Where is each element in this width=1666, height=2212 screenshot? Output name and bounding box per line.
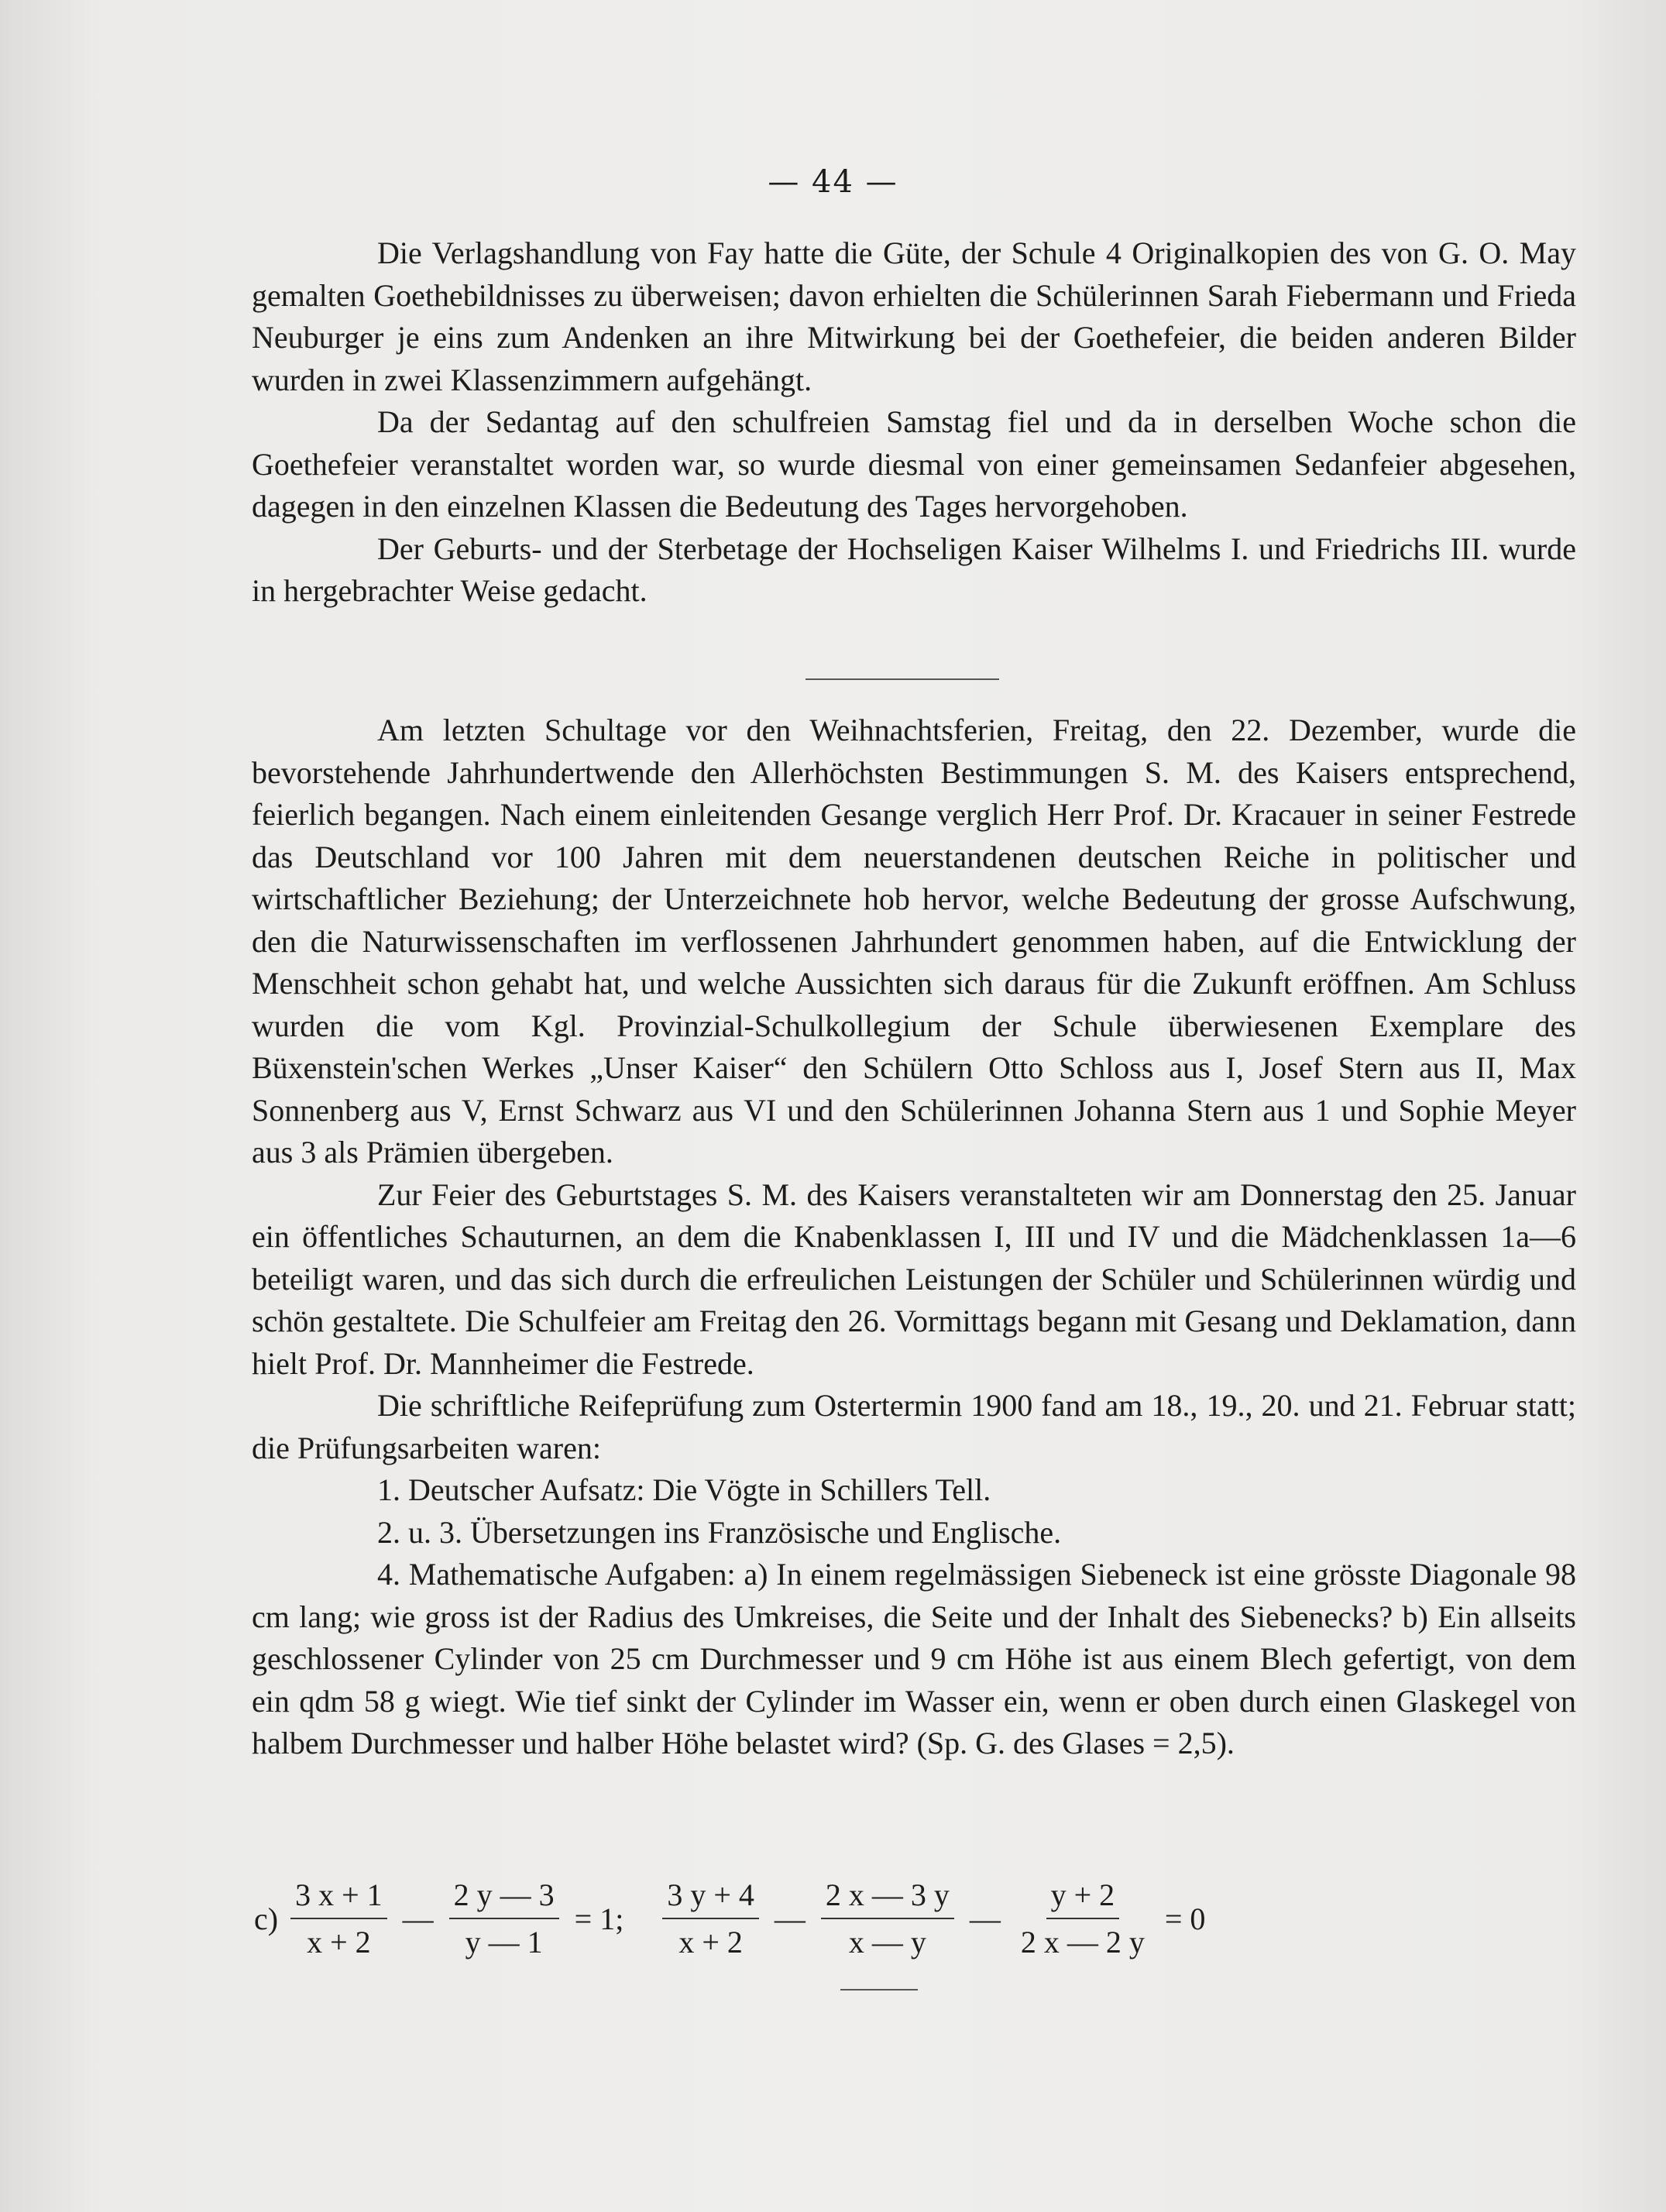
exam-item-uebersetzungen: 2. u. 3. Übersetzungen ins Französische und Englische. [377, 1514, 1062, 1550]
exam-item-deutsch: 1. Deutscher Aufsatz: Die Vögte in Schillers Tell. [377, 1472, 991, 1507]
fraction-numerator: 3 x + 1 [290, 1877, 387, 1919]
fraction-denominator: x — y [848, 1925, 926, 1960]
fraction-numerator: 2 y — 3 [449, 1877, 559, 1919]
equals-sign: = 1; [574, 1901, 624, 1936]
fraction-numerator: y + 2 [1046, 1877, 1120, 1919]
page-number: — 44 — [768, 164, 898, 200]
paragraph-sedantag: Da der Sedantag auf den schulfreien Samstag fiel und da in derselben Woche schon die Goethefeier veranstaltet worden war, so wurde diesmal von einer gemeinsamen Sedanfeier abgesehen, dagegen in den einzelnen Klassen die Bedeutung des Tages hervorgehoben. [252, 404, 1576, 524]
operator: — [402, 1901, 434, 1936]
operator: — [774, 1901, 806, 1936]
fraction-denominator: x + 2 [307, 1925, 371, 1960]
paragraph-kaisergeburtstag: Zur Feier des Geburtstages S. M. des Kaisers veranstalteten wir am Donnerstag den 25. Januar ein öffentliches Schauturnen, an dem die Knabenklassen I, III und IV und die Mädchenklassen 1a—6 beteiligt waren, und das sich durch die erfreulichen Leistungen der Schüler und Schülerinnen würdig und schön gestaltete. Die Schulfeier am Freitag den 26. Vormittags begann mit Gesang und Deklamation, dann hielt Prof. Dr. Mannheimer die Festrede. [252, 1176, 1576, 1381]
fraction [1016, 1877, 1149, 1960]
paragraph-jahrhundertwende: Am letzten Schultage vor den Weihnachtsferien, Freitag, den 22. Dezember, wurde die bevorstehende Jahrhundertwende den Allerhöchsten Bestimmungen S. M. des Kaisers entsprechend, feierlich begangen. Nach einem einleitenden Gesange verglich Herr Prof. Dr. Kracauer in seiner Festrede das Deutschland vor 100 Jahren mit dem neuerstandenen deutschen Reiche in politischer und wirtschaftlicher Beziehung; der Unterzeichnete hob hervor, welche Bedeutung der grosse Aufschwung, den die Naturwissenschaften im verflossenen Jahrhundert genommen haben, auf die Entwicklung der Menschheit schon gehabt hat, und welche Aussichten sich daraus für die Zukunft eröffnen. Am Schluss wurden die vom Kgl. Provinzial-Schulkollegium der Schule überwiesenen Exemplare des Büxenstein'schen Werkes „Unser Kaiser“ den Schülern Otto Schloss aus I, Josef Stern aus II, Max Sonnenberg aus V, Ernst Schwarz aus VI und den Schülerinnen Johanna Stern aus 1 und Sophie Meyer aus 3 als Prämien übergeben. [252, 713, 1576, 1170]
fraction-denominator: y — 1 [465, 1925, 543, 1960]
paragraph-geburtstage: Der Geburts- und der Sterbetage der Hochseligen Kaiser Wilhelms I. und Friedrichs III. wurde in hergebrachter Weise gedacht. [252, 531, 1576, 608]
equals-sign: = 0 [1164, 1901, 1206, 1936]
text-block-bottom [252, 709, 1576, 1765]
text-block-top [252, 232, 1576, 613]
fraction [821, 1877, 954, 1960]
fraction [290, 1877, 387, 1960]
end-divider [840, 1989, 918, 1990]
operator: — [969, 1901, 1001, 1936]
paragraph-verlagshandlung: Die Verlagshandlung von Fay hatte die Güte, der Schule 4 Originalkopien des von G. O. May gemalten Goethebildnisses zu überweisen; davon erhielten die Schülerinnen Sarah Fiebermann und Frieda Neuburger je eins zum Andenken an ihre Mitwirkung bei der Goethefeier, die beiden anderen Bilder wurden in zwei Klassenzimmern aufgehängt. [252, 235, 1576, 397]
paragraph-reifepruefung: Die schriftliche Reifeprüfung zum Ostertermin 1900 fand am 18., 19., 20. und 21. Februar statt; die Prüfungsarbeiten waren: [252, 1388, 1576, 1465]
fraction [449, 1877, 559, 1960]
fraction-denominator: 2 x — 2 y [1020, 1925, 1145, 1960]
exam-item-mathematik: 4. Mathematische Aufgaben: a) In einem regelmässigen Siebeneck ist eine grösste Diagonale 98 cm lang; wie gross ist der Radius des Umkreises, die Seite und der Inhalt des Siebenecks? b) Ein allseits geschlossener Cylinder von 25 cm Durchmesser und 9 cm Höhe ist aus einem Blech gefertigt, von dem ein qdm 58 g wiegt. Wie tief sinkt der Cylinder im Wasser ein, wenn er oben durch einen Glaskegel von halbem Durchmesser und halber Höhe belastet wird? (Sp. G. des Glases = 2,5). [252, 1557, 1576, 1760]
fraction-numerator: 3 y + 4 [662, 1877, 759, 1919]
fraction-numerator: 2 x — 3 y [821, 1877, 954, 1919]
math-formula [254, 1876, 1216, 1961]
fraction-denominator: x + 2 [678, 1925, 743, 1960]
fraction [662, 1877, 759, 1960]
section-divider [806, 678, 999, 680]
formula-label: c) [254, 1901, 279, 1936]
